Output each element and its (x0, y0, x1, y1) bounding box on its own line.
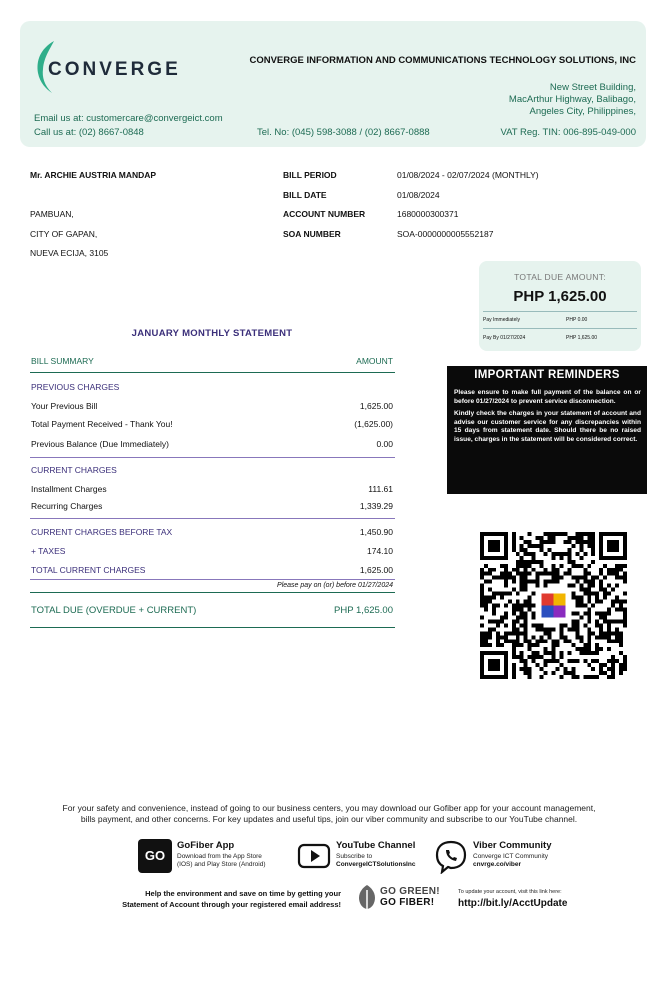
divider (30, 457, 395, 458)
divider (30, 372, 395, 373)
viber-icon (433, 838, 469, 874)
footer-message (14, 803, 644, 825)
app-sub-line: (IOS) and Play Store (Android) (177, 861, 266, 868)
app-subtitle (177, 853, 266, 869)
bill-period-label: BILL PERIOD (283, 170, 337, 180)
app-title: GoFiber App (177, 840, 235, 851)
company-name: CONVERGE INFORMATION AND COMMUNICATIONS TECHNOLOGY SOLUTIONS, INC (249, 55, 636, 66)
divider (30, 592, 395, 593)
summary-header-label: BILL SUMMARY (31, 356, 94, 366)
reminders-title: IMPORTANT REMINDERS (474, 369, 620, 381)
important-reminders (447, 366, 647, 494)
row-value: 1,625.00 (359, 565, 393, 575)
bill-date-value: 01/08/2024 (397, 190, 440, 200)
reminder-paragraph: Kindly check the charges in your statement of account and advise our customer service for any discrepancies within 15 days from statement date. Should there be no raised issue, charges in the statement will be considered correct. (454, 410, 641, 443)
statement-title: JANUARY MONTHLY STATEMENT (131, 328, 293, 339)
row-label: Previous Balance (Due Immediately) (31, 439, 169, 449)
section-title: CURRENT CHARGES (31, 465, 117, 475)
email-contact[interactable]: Email us at: customercare@convergeict.com (34, 113, 223, 124)
row-value: (1,625.00) (354, 419, 393, 429)
divider (30, 579, 395, 580)
help-line: Help the environment and save on time by getting your (145, 889, 341, 898)
soa-number-label: SOA NUMBER (283, 229, 341, 239)
divider (483, 311, 637, 312)
account-number-value: 1680000300371 (397, 209, 459, 219)
address-line: New Street Building, (549, 82, 636, 93)
summary-header-amount: AMOUNT (356, 356, 393, 366)
call-contact: Call us at: (02) 8667-0848 (34, 127, 144, 138)
row-label: Recurring Charges (31, 501, 103, 511)
bill-date-label: BILL DATE (283, 190, 327, 200)
row-label: Your Previous Bill (31, 401, 98, 411)
company-header (20, 21, 646, 147)
divider (30, 627, 395, 628)
app-subtitle (473, 853, 548, 869)
total-due-amount: PHP 1,625.00 (513, 288, 607, 305)
customer-name: Mr. ARCHIE AUSTRIA MANDAP (30, 170, 157, 180)
go-fiber-text: GO FIBER! (380, 897, 435, 908)
vat-tin: VAT Reg. TIN: 006-895-049-000 (500, 127, 636, 138)
help-line: Statement of Account through your registered email address! (122, 900, 341, 909)
customer-address-line: CITY OF GAPAN, (30, 229, 98, 239)
app-sub-line: ConvergeICTSolutionsInc (336, 861, 416, 868)
divider (483, 328, 637, 329)
bill-period-value: 01/08/2024 - 02/07/2024 (MONTHLY) (397, 170, 539, 180)
account-number-label: ACCOUNT NUMBER (283, 209, 366, 219)
reminders-body (447, 381, 647, 444)
total-due-title: TOTAL DUE AMOUNT: (514, 272, 606, 282)
pay-by-value: PHP 1,625.00 (566, 335, 598, 341)
app-title: Viber Community (473, 840, 552, 851)
youtube-icon (296, 838, 332, 874)
go-green-text: GO GREEN! (380, 886, 440, 897)
total-due-box (479, 261, 641, 351)
go-green-logo (380, 886, 440, 908)
qr-code[interactable] (480, 532, 627, 679)
row-label: Installment Charges (31, 484, 107, 494)
app-sub-line: Converge ICT Community (473, 853, 549, 860)
total-due-value: PHP 1,625.00 (334, 605, 393, 616)
pay-note-text: Please pay on (or) before 01/27/2024 (277, 582, 393, 589)
row-label: CURRENT CHARGES BEFORE TAX (31, 527, 173, 537)
reminder-paragraph: Please ensure to make full payment of the balance on or before 01/27/2024 to prevent service disconnection. (454, 389, 641, 405)
app-sub-line: Download from the App Store (177, 853, 262, 860)
app-sub-line: Subscribe to (336, 853, 373, 860)
row-value: 111.61 (368, 484, 393, 494)
row-value: 0.00 (376, 439, 393, 449)
row-label: + TAXES (31, 546, 66, 556)
account-update-link[interactable]: http://bit.ly/AcctUpdate (458, 898, 568, 909)
section-title: PREVIOUS CHARGES (31, 382, 120, 392)
row-value: 1,450.90 (359, 527, 393, 537)
app-sub-line: cnvrge.co/viber (473, 861, 522, 868)
customer-address-line: PAMBUAN, (30, 209, 74, 219)
pay-by-label: Pay By 01/27/2024 (483, 335, 526, 341)
row-label: TOTAL CURRENT CHARGES (31, 565, 146, 575)
row-label: Total Payment Received - Thank You! (31, 419, 173, 429)
go-green-message (122, 888, 341, 910)
app-title: YouTube Channel (336, 840, 416, 851)
row-value: 1,339.29 (359, 501, 393, 511)
tel-number: Tel. No: (045) 598-3088 / (02) 8667-0888 (257, 127, 430, 138)
gofiber-icon-text: GO (144, 848, 166, 863)
converge-logo (32, 37, 192, 87)
footer-line: For your safety and convenience, instead of going to our business centers, you may download our Gofiber app for your account management, (62, 803, 596, 813)
pay-immediately-value: PHP 0.00 (566, 317, 588, 323)
logo-text: CONVERGE (48, 59, 181, 80)
total-due-label: TOTAL DUE (OVERDUE + CURRENT) (31, 605, 197, 616)
app-subtitle (336, 853, 415, 869)
pay-immediately-label: Pay Immediately (483, 317, 520, 323)
address-line: MacArthur Highway, Balibago, (508, 94, 636, 105)
row-value: 174.10 (367, 546, 393, 556)
company-address (509, 82, 636, 118)
footer-line: bills payment, and other concerns. For key updates and useful tips, join our viber community and subscribe to our YouTube channel. (80, 814, 578, 824)
row-value: 1,625.00 (359, 401, 393, 411)
customer-address-line: NUEVA ECIJA, 3105 (30, 248, 109, 258)
update-caption: To update your account, visit this link here: (458, 889, 562, 895)
leaf-icon (356, 884, 378, 910)
divider (30, 518, 395, 519)
address-line: Angeles City, Philippines, (529, 106, 636, 117)
soa-number-value: SOA-0000000005552187 (397, 229, 494, 239)
